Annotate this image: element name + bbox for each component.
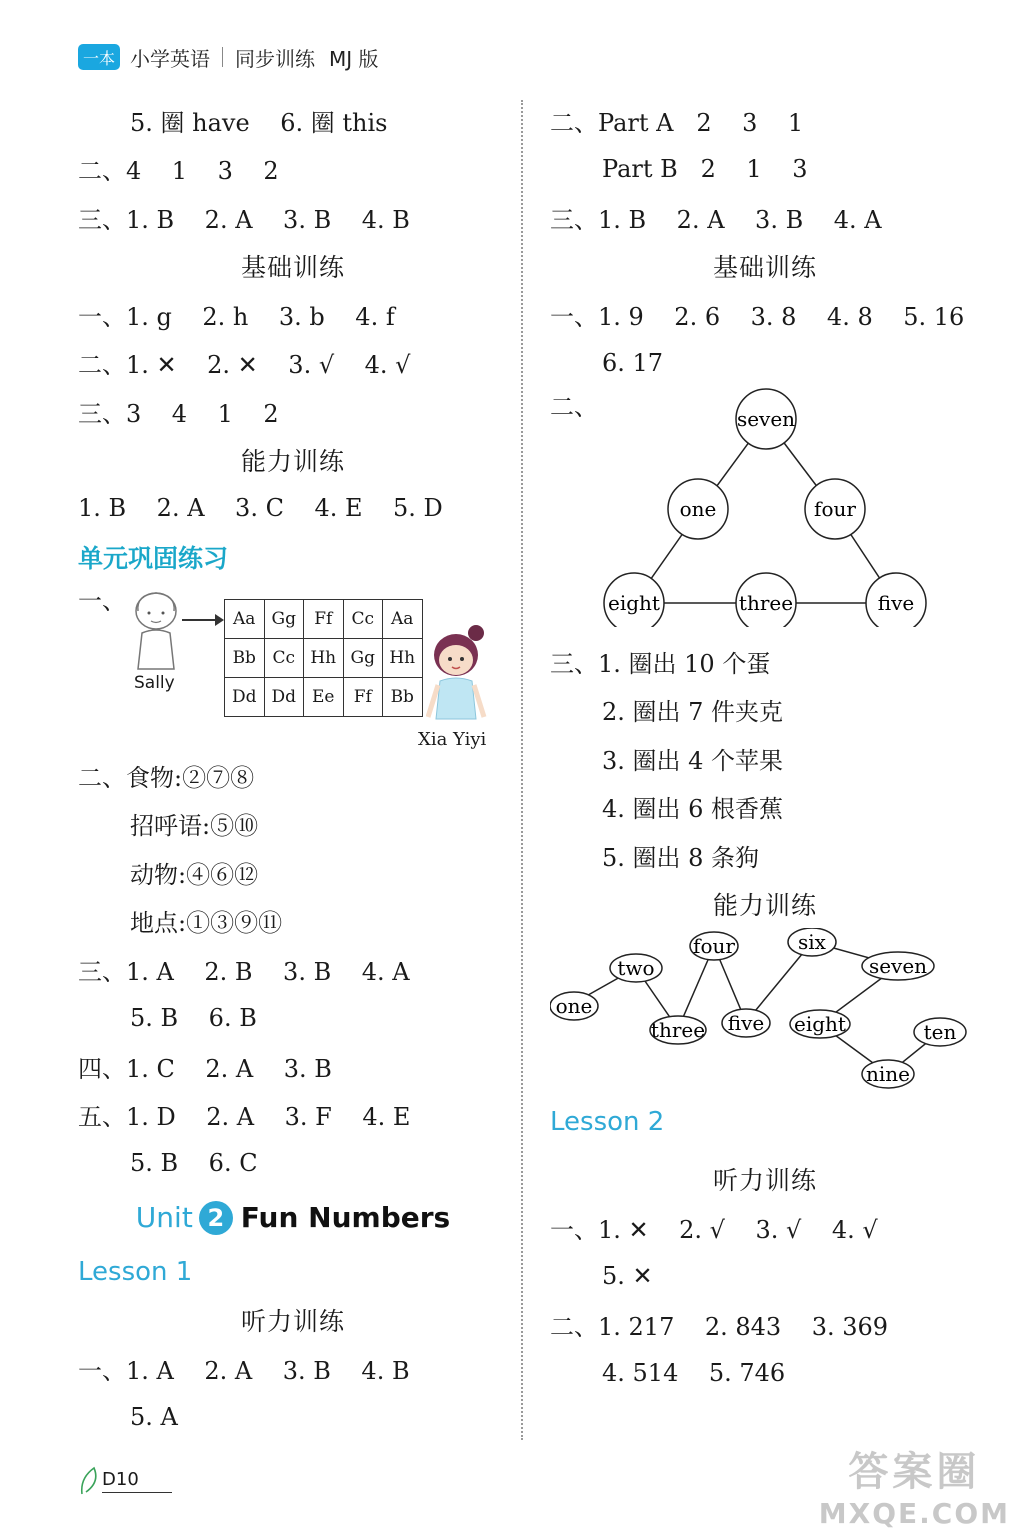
- answer-line: 二、1. 217 2. 843 3. 369: [550, 1312, 889, 1341]
- alphabet-grid: [224, 599, 423, 717]
- left-column: [78, 96, 508, 1442]
- grid-cell: Ff: [304, 600, 344, 639]
- grid-cell: Ff: [343, 678, 383, 717]
- grid-cell: Bb: [225, 639, 265, 678]
- chain-label: five: [727, 1011, 765, 1035]
- answer-line: 4. 圈出 6 根香蕉: [602, 795, 784, 824]
- xia-yiyi-illustration: [426, 621, 488, 725]
- grid-cell: Hh: [304, 639, 344, 678]
- grid-row: [225, 678, 423, 717]
- section-heading-ability: 能力训练: [240, 446, 345, 476]
- header-separator: [222, 47, 223, 67]
- subject-label: 小学英语: [130, 46, 210, 71]
- arrow-icon: [182, 619, 222, 621]
- answer-line: 5. ✕: [602, 1261, 653, 1290]
- answer-line: 5. 圈出 8 条狗: [602, 843, 760, 872]
- answer-line: 4. 514 5. 746: [602, 1358, 786, 1387]
- page-footer: [78, 1466, 172, 1496]
- grid-cell: Ee: [304, 678, 344, 717]
- question-number: 一、: [78, 587, 126, 615]
- answer-line: 四、1. C 2. A 3. B: [78, 1054, 332, 1083]
- chain-diagram: [550, 928, 980, 1098]
- section-heading-listening: 听力训练: [712, 1165, 817, 1195]
- grid-cell: Gg: [264, 600, 304, 639]
- watermark-url: MXQE.COM: [818, 1497, 1010, 1530]
- right-column: [550, 96, 980, 1397]
- unit-number-badge: 2: [199, 1201, 233, 1235]
- watermark-title: 答案圈: [848, 1449, 981, 1495]
- answer-line: 一、1. 9 2. 6 3. 8 4. 8 5. 16: [550, 302, 965, 331]
- chain-label: three: [650, 1018, 706, 1042]
- answer-line: 5. B 6. B: [130, 1003, 257, 1032]
- section-heading-basic: 基础训练: [240, 252, 345, 282]
- chain-label: two: [617, 956, 655, 980]
- lesson-heading: Lesson 1: [78, 1256, 193, 1287]
- column-divider: [521, 100, 523, 1440]
- sally-label: Sally: [134, 673, 175, 693]
- watermark: [819, 1440, 1010, 1530]
- section-heading-ability: 能力训练: [712, 890, 817, 920]
- node-label: three: [738, 591, 794, 615]
- node-label: five: [877, 591, 915, 615]
- grid-row: [225, 639, 423, 678]
- page-number: D10: [102, 1469, 172, 1493]
- answer-line: 五、1. D 2. A 3. F 4. E: [78, 1103, 411, 1132]
- answer-line: 招呼语:⑤⑩: [130, 812, 259, 841]
- series-label: 同步训练: [235, 46, 315, 71]
- answer-line: 二、4 1 3 2: [78, 157, 279, 186]
- grid-cell: Bb: [383, 678, 423, 717]
- answer-line: 3. 圈出 4 个苹果: [602, 746, 784, 775]
- answer-line: 二、1. ✕ 2. ✕ 3. √ 4. √: [78, 351, 411, 380]
- answer-line: 三、1. 圈出 10 个蛋: [550, 649, 771, 678]
- answer-line: 地点:①③⑨⑪: [130, 909, 283, 938]
- answer-line: 动物:④⑥⑫: [130, 860, 259, 889]
- question-number: 二、: [550, 393, 598, 421]
- edition-label: MJ 版: [329, 46, 379, 71]
- grid-cell: Hh: [383, 639, 423, 678]
- chain-label: nine: [866, 1062, 910, 1086]
- leaf-icon: [78, 1466, 100, 1496]
- grid-cell: Dd: [225, 678, 265, 717]
- grid-cell: Aa: [225, 600, 265, 639]
- chain-label: four: [693, 934, 735, 958]
- unit-review-heading: 单元巩固练习: [78, 543, 229, 573]
- chain-label: ten: [923, 1020, 957, 1044]
- node-label: four: [814, 497, 856, 521]
- number-chain: [550, 928, 980, 1098]
- unit-word: Unit: [135, 1201, 193, 1234]
- sally-illustration: [128, 589, 184, 675]
- section-heading-listening: 听力训练: [240, 1307, 345, 1337]
- triangle-diagram: [550, 387, 980, 627]
- answer-line: 1. B 2. A 3. C 4. E 5. D: [78, 494, 443, 523]
- answer-line: 三、3 4 1 2: [78, 399, 279, 428]
- node-label: seven: [736, 407, 796, 431]
- answer-line: 5. B 6. C: [130, 1149, 258, 1178]
- answer-line: 2. 圈出 7 件夹克: [602, 698, 784, 727]
- answer-line: 三、1. B 2. A 3. B 4. A: [550, 205, 882, 234]
- answer-line: 一、1. ✕ 2. √ 3. √ 4. √: [550, 1215, 878, 1244]
- grid-cell: Aa: [383, 600, 423, 639]
- unit-name: Fun Numbers: [240, 1201, 451, 1234]
- section-heading-basic: 基础训练: [712, 252, 817, 282]
- answer-line: 一、1. g 2. h 3. b 4. f: [78, 302, 395, 331]
- grid-cell: Dd: [264, 678, 304, 717]
- alphabet-maze: [78, 581, 508, 751]
- chain-label: one: [555, 994, 593, 1018]
- chain-label: six: [798, 930, 826, 954]
- answer-line: 三、1. A 2. B 3. B 4. A: [78, 957, 410, 986]
- answer-line: 6. 17: [602, 348, 664, 377]
- unit-title: [78, 1188, 508, 1248]
- answer-line: 二、Part A 2 3 1: [550, 108, 804, 137]
- chain-label: eight: [794, 1012, 846, 1036]
- answer-line: 5. 圈 have 6. 圈 this: [130, 108, 388, 137]
- page-header: [78, 40, 379, 74]
- book-logo: 一本: [78, 44, 120, 70]
- chain-label: seven: [868, 954, 928, 978]
- grid-cell: Gg: [343, 639, 383, 678]
- answer-line: 一、1. A 2. A 3. B 4. B: [78, 1357, 410, 1386]
- lesson-heading: Lesson 2: [550, 1107, 665, 1138]
- grid-cell: Cc: [343, 600, 383, 639]
- node-label: one: [679, 497, 717, 521]
- grid-cell: Cc: [264, 639, 304, 678]
- answer-line: 二、食物:②⑦⑧: [78, 763, 255, 792]
- xia-yiyi-label: Xia Yiyi: [418, 729, 487, 750]
- answer-line: 三、1. B 2. A 3. B 4. B: [78, 205, 410, 234]
- answer-line: 5. A: [130, 1403, 178, 1432]
- grid-row: [225, 600, 423, 639]
- node-label: eight: [608, 591, 660, 615]
- answer-line: Part B 2 1 3: [602, 154, 808, 183]
- number-triangle: [550, 387, 980, 627]
